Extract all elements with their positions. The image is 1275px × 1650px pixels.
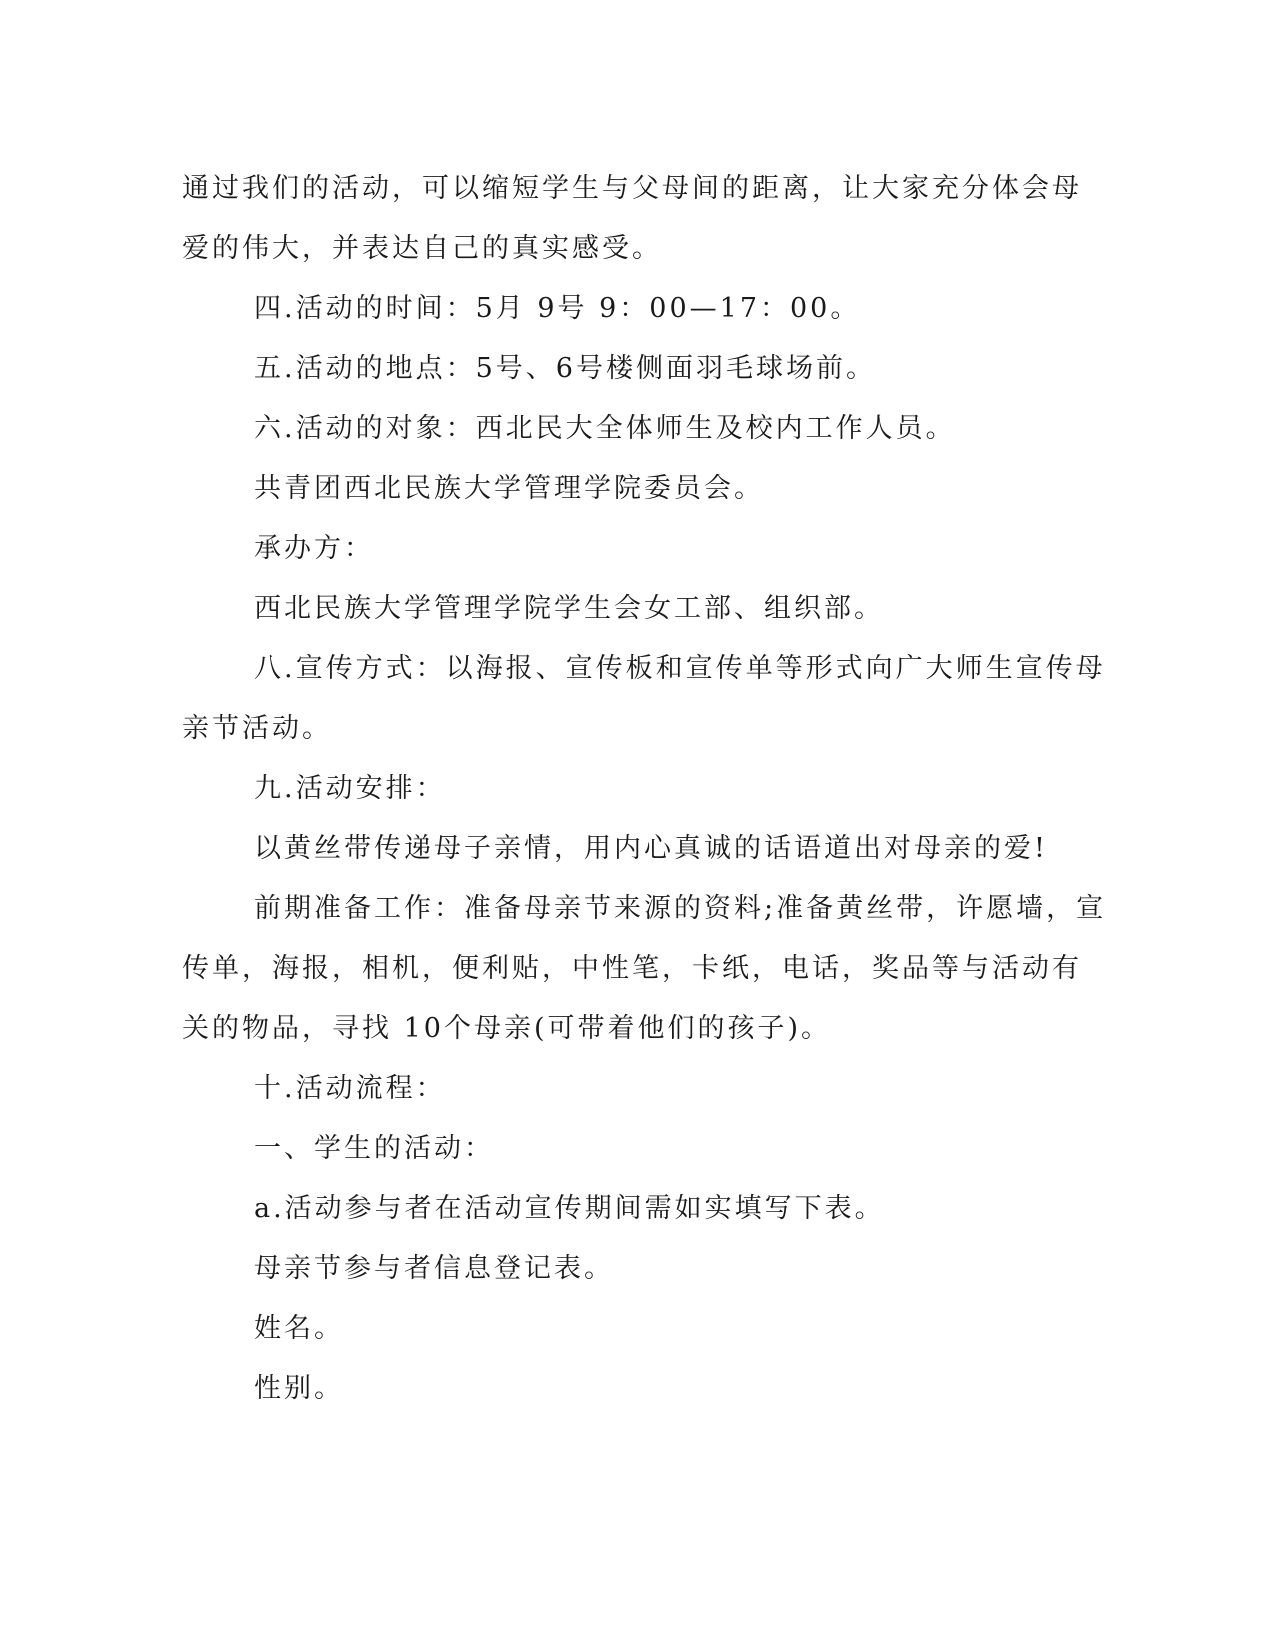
- text-line: 六.活动的对象：西北民大全体师生及校内工作人员。: [254, 413, 956, 444]
- text-line: 承办方：: [254, 533, 374, 564]
- paragraph-form-instruction: [182, 1179, 1052, 1239]
- text-line: 性别。: [254, 1373, 344, 1404]
- text-line: 亲节活动。: [182, 713, 332, 744]
- text-line: 前期准备工作：准备母亲节来源的资料;准备黄丝带，许愿墙，宣: [254, 893, 1107, 924]
- paragraph-form-field-gender: [182, 1359, 1052, 1419]
- paragraph-theme: [182, 819, 1052, 879]
- text-line: 四.活动的时间：5月 9号 9：00—17：00。: [254, 293, 861, 324]
- paragraph-activity-time: [182, 279, 1052, 339]
- text-line: 八.宣传方式：以海报、宣传板和宣传单等形式向广大师生宣传母: [254, 653, 1106, 684]
- paragraph-preparation: [182, 879, 1107, 1059]
- paragraph-form-title: [182, 1239, 1052, 1299]
- paragraph: [182, 159, 1082, 279]
- text-line: 五.活动的地点：5号、6号楼侧面羽毛球场前。: [254, 353, 876, 384]
- paragraph-form-field-name: [182, 1299, 1052, 1359]
- paragraph-co-organizer: [182, 579, 1052, 639]
- paragraph-organizer: [182, 459, 1052, 519]
- paragraph-process-heading: [182, 1059, 1052, 1119]
- paragraph-co-organizer-label: [182, 519, 1052, 579]
- paragraph-promotion: [182, 639, 1106, 759]
- text-line: 一、学生的活动：: [254, 1133, 494, 1164]
- text-line: 关的物品，寻找 10个母亲(可带着他们的孩子)。: [182, 1013, 832, 1044]
- text-line: 母亲节参与者信息登记表。: [254, 1253, 614, 1284]
- text-line: 爱的伟大，并表达自己的真实感受。: [182, 233, 662, 264]
- paragraph-activity-location: [182, 339, 1052, 399]
- text-line: 十.活动流程：: [254, 1073, 446, 1104]
- text-line: 传单，海报，相机，便利贴，中性笔，卡纸，电话，奖品等与活动有: [182, 953, 1082, 984]
- document-body: [182, 159, 1107, 1419]
- text-line: 九.活动安排：: [254, 773, 446, 804]
- paragraph-activity-audience: [182, 399, 1052, 459]
- text-line: a.活动参与者在活动宣传期间需如实填写下表。: [254, 1193, 885, 1224]
- text-line: 通过我们的活动，可以缩短学生与父母间的距离，让大家充分体会母: [182, 173, 1082, 204]
- text-line: 以黄丝带传递母子亲情，用内心真诚的话语道出对母亲的爱!: [254, 833, 1048, 864]
- paragraph-arrangement-heading: [182, 759, 1052, 819]
- paragraph-student-activity: [182, 1119, 1052, 1179]
- text-line: 姓名。: [254, 1313, 344, 1344]
- text-line: 共青团西北民族大学管理学院委员会。: [254, 473, 764, 504]
- text-line: 西北民族大学管理学院学生会女工部、组织部。: [254, 593, 884, 624]
